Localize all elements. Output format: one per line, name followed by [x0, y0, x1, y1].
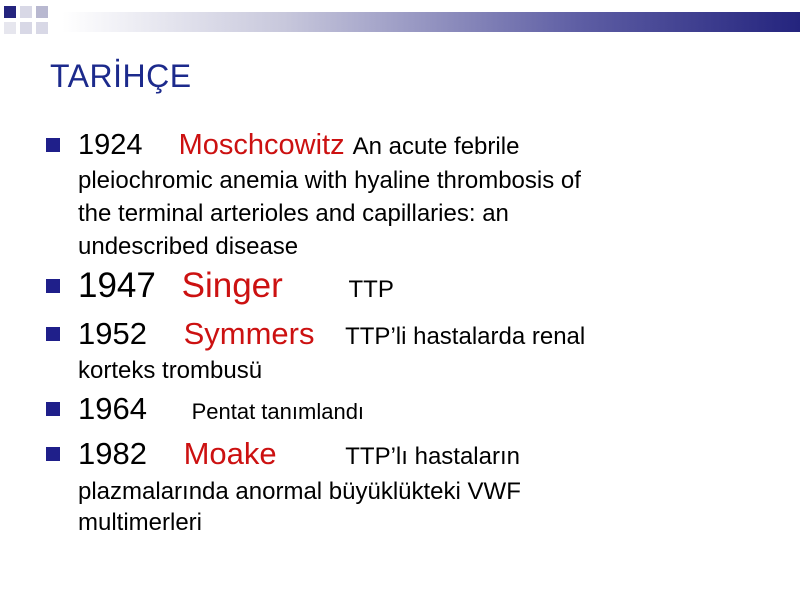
bullet-line [78, 128, 756, 164]
bullet-year: 1924 [78, 129, 143, 161]
bullet-square-icon [46, 447, 60, 461]
header-gradient-bar [62, 12, 800, 32]
bullet-line [78, 315, 756, 356]
slide-title: TARİHÇE [50, 58, 192, 94]
bullet-text: TTP [348, 276, 394, 303]
bullet-square-icon [46, 402, 60, 416]
bullet-square-icon [46, 327, 60, 341]
bullet-text: Pentat tanımlandı [191, 399, 365, 424]
bullet-list [46, 128, 756, 538]
bullet-text: TTP’lı hastaların [345, 443, 520, 470]
bullet-continuation: pleiochromic anemia with hyaline thrombosis of [78, 167, 581, 194]
bullet-square-icon [46, 279, 60, 293]
bullet-name: Moake [183, 436, 277, 471]
bullet-1947 [46, 265, 756, 311]
bullet-continuation: undescribed disease [78, 233, 299, 260]
bullet-year: 1964 [78, 391, 147, 426]
bullet-year: 1952 [78, 316, 147, 351]
bullet-name: Singer [181, 266, 283, 305]
bullet-text: An acute febrile [352, 133, 520, 160]
bullet-1982 [46, 435, 756, 538]
bullet-name: Symmers [183, 316, 315, 351]
bullet-continuation: the terminal arterioles and capillaries: an [78, 200, 509, 227]
bullet-year: 1982 [78, 436, 147, 471]
bullet-year: 1947 [78, 266, 156, 305]
bullet-line [78, 265, 756, 311]
bullet-square-icon [46, 138, 60, 152]
checker-squares-icon [0, 0, 60, 50]
slide-header-band [0, 0, 800, 34]
bullet-1924 [46, 128, 756, 263]
bullet-1964 [46, 390, 756, 431]
bullet-continuation: korteks trombusü [78, 357, 263, 384]
bullet-name: Moschcowitz [178, 129, 345, 161]
bullet-1952 [46, 315, 756, 386]
bullet-continuation: multimerleri [78, 509, 203, 536]
bullet-text: TTP’li hastalarda renal [345, 323, 586, 350]
bullet-continuation: plazmalarında anormal büyüklükteki VWF [78, 478, 521, 505]
bullet-line [78, 390, 756, 431]
bullet-line [78, 435, 756, 476]
